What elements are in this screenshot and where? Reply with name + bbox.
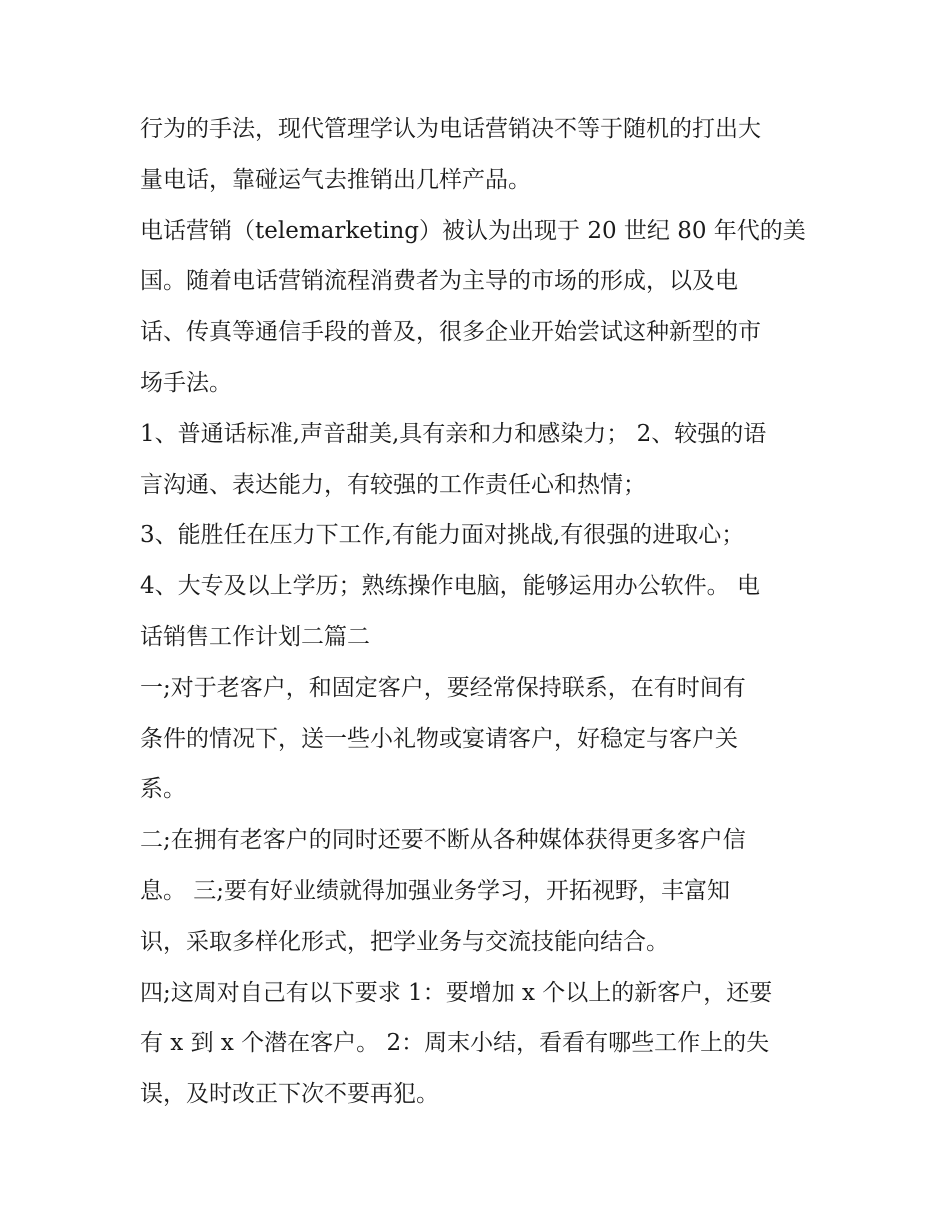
paragraph-3: [140, 409, 820, 511]
text-line: 4、大专及以上学历；熟练操作电脑，能够运用办公软件。 电: [140, 573, 760, 600]
paragraph-6: [140, 663, 820, 815]
paragraph-8: [140, 968, 820, 1120]
text-line: 话、传真等通信手段的普及，很多企业开始尝试这种新型的市: [140, 319, 761, 346]
text-line: 一;对于老客户，和固定客户，要经常保持联系，在有时间有: [140, 674, 746, 701]
text-line: 条件的情况下，送一些小礼物或宴请客户，好稳定与客户关: [140, 725, 738, 752]
text-line: 有 x 到 x 个潜在客户。 2：周末小结，看看有哪些工作上的失: [140, 1030, 770, 1057]
text-line: 3、能胜任在压力下工作,有能力面对挑战,有很强的进取心；: [140, 522, 745, 549]
document-body: [140, 104, 820, 1120]
paragraph-2: [140, 206, 820, 409]
text-line: 量电话，靠碰运气去推销出几样产品。: [140, 166, 531, 193]
text-line: 识，采取多样化形式，把学业务与交流技能向结合。: [140, 928, 669, 955]
paragraph-1: [140, 104, 820, 206]
text-line: 系。: [140, 776, 186, 803]
text-line: 国。随着电话营销流程消费者为主导的市场的形成，以及电: [140, 268, 738, 295]
paragraph-4: [140, 510, 820, 561]
text-line: 行为的手法，现代管理学认为电话营销决不等于随机的打出大: [140, 116, 761, 142]
paragraph-7: [140, 815, 820, 967]
text-line: 误，及时改正下次不要再犯。: [140, 1081, 439, 1108]
text-line: 言沟通、表达能力，有较强的工作责任心和热情；: [140, 471, 646, 498]
text-line: 二;在拥有老客户的同时还要不断从各种媒体获得更多客户信: [140, 827, 746, 854]
text-line: 话销售工作计划二篇二: [140, 623, 370, 650]
text-line: 1、普通话标准,声音甜美,具有亲和力和感染力； 2、较强的语: [140, 420, 767, 447]
paragraph-5: [140, 561, 820, 663]
text-line: 电话营销（telemarketing）被认为出现于 20 世纪 80 年代的美: [140, 217, 806, 244]
text-line: 场手法。: [140, 369, 232, 396]
text-line: 四;这周对自己有以下要求 1：要增加 x 个以上的新客户，还要: [140, 979, 773, 1006]
text-line: 息。 三;要有好业绩就得加强业务学习，开拓视野，丰富知: [140, 877, 731, 904]
